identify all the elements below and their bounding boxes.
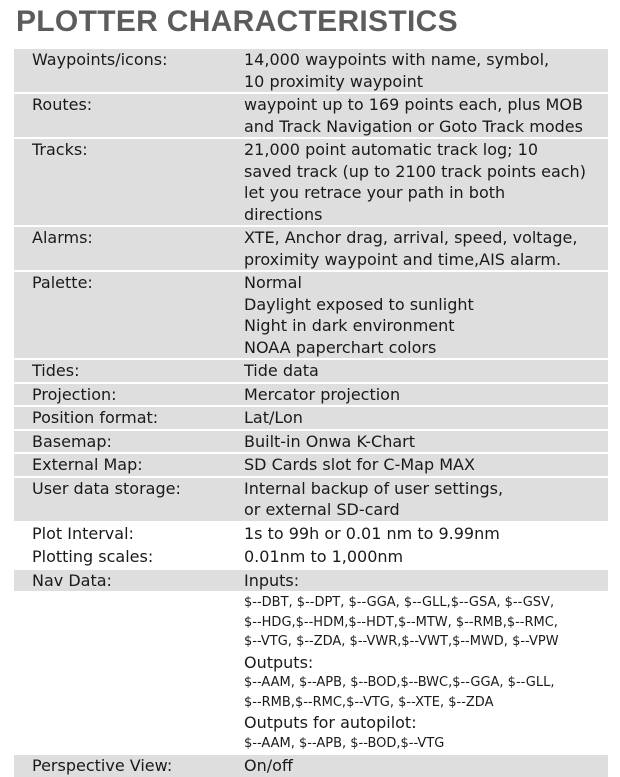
spec-row-waypoints <box>14 47 608 92</box>
spec-value-line: SD Cards slot for C-Map MAX <box>244 455 475 474</box>
nav-outputs-heading: Outputs: <box>244 652 314 672</box>
spec-label-empty <box>14 593 244 753</box>
spec-value <box>244 570 608 592</box>
spec-row-routes <box>14 92 608 137</box>
spec-value-line: 21,000 point automatic track log; 10 <box>244 140 538 159</box>
spec-label: Projection: <box>32 384 117 404</box>
spec-label: Plot Interval: <box>32 523 134 543</box>
spec-value <box>244 49 608 92</box>
spec-label: Tracks: <box>32 140 88 159</box>
spec-label: Plotting scales: <box>32 547 154 566</box>
spec-value-line: Tide data <box>244 361 319 380</box>
spec-value-line: Mercator projection <box>244 384 401 404</box>
spec-value-line: XTE, Anchor drag, arrival, speed, voltage, <box>244 228 578 247</box>
spec-value <box>244 227 608 270</box>
spec-value-line: 1s to 99h or 0.01 nm to 9.99nm <box>244 523 500 543</box>
spec-row-basemap <box>14 429 608 453</box>
spec-label: Tides: <box>32 361 80 380</box>
spec-value-line: 0.01nm to 1,000nm <box>244 547 404 566</box>
spec-value <box>244 478 608 521</box>
spec-row-nav-data-body <box>14 591 608 753</box>
spec-value-line: saved track (up to 2100 track points each) <box>244 161 586 181</box>
spec-label: Waypoints/icons: <box>32 50 168 69</box>
spec-row-user-data-storage <box>14 476 608 521</box>
spec-row-external-map <box>14 452 608 476</box>
spec-value <box>244 384 608 406</box>
spec-label: Perspective View: <box>32 756 173 775</box>
spec-value <box>244 94 608 137</box>
spec-value <box>244 523 608 545</box>
spec-value <box>244 755 608 777</box>
spec-label: Alarms: <box>32 228 93 247</box>
page-title: PLOTTER CHARACTERISTICS <box>16 5 458 38</box>
spec-row-alarms <box>14 225 608 270</box>
nav-autopilot-heading: Outputs for autopilot: <box>244 713 417 732</box>
spec-value-line: proximity waypoint and time,AIS alarm. <box>244 249 562 269</box>
spec-value <box>244 272 608 358</box>
spec-row-perspective-view <box>14 753 608 777</box>
spec-value-line: 10 proximity waypoint <box>244 71 424 91</box>
spec-label: Position format: <box>32 408 159 427</box>
spec-row-plotting-scales <box>14 544 608 568</box>
spec-label: Routes: <box>32 95 93 114</box>
spec-value <box>244 139 608 225</box>
spec-value-line: let you retrace your path in both <box>244 183 506 202</box>
spec-value-line: directions <box>244 204 323 224</box>
nmea-sentence-line: $--RMB,$--RMC,$--VTG, $--XTE, $--ZDA <box>244 694 494 710</box>
nav-inputs-heading: Inputs: <box>244 570 300 590</box>
nmea-sentence-line: $--VTG, $--ZDA, $--VWR,$--VWT,$--MWD, $--VPW <box>244 634 559 649</box>
spec-value-line: Lat/Lon <box>244 408 303 427</box>
spec-value <box>244 454 608 476</box>
spec-row-position-format <box>14 405 608 429</box>
spec-label: Basemap: <box>32 431 112 451</box>
spec-label: User data storage: <box>32 478 181 498</box>
spec-value <box>244 546 608 568</box>
spec-row-nav-data-header <box>14 568 608 592</box>
spec-label: External Map: <box>32 455 143 474</box>
spec-value <box>244 407 608 429</box>
spec-value-line: Normal <box>244 273 302 292</box>
spec-value-line: NOAA paperchart colors <box>244 337 437 357</box>
nmea-sentence-line: $--HDG,$--HDM,$--HDT,$--MTW, $--RMB,$--RMC, <box>244 614 558 630</box>
spec-row-tracks <box>14 137 608 225</box>
spec-row-tides <box>14 358 608 382</box>
spec-value-line: Built-in Onwa K-Chart <box>244 431 415 451</box>
spec-row-plot-interval <box>14 521 608 545</box>
nmea-sentence-line: $--AAM, $--APB, $--BOD,$--VTG <box>244 735 445 751</box>
spec-row-projection <box>14 382 608 406</box>
spec-value <box>244 593 608 753</box>
spec-label: Nav Data: <box>32 570 112 590</box>
spec-value <box>244 360 608 382</box>
spec-value-line: Night in dark environment <box>244 316 455 335</box>
nmea-sentence-line: $--AAM, $--APB, $--BOD,$--BWC,$--GGA, $--GLL, <box>244 675 555 690</box>
spec-row-palette <box>14 270 608 358</box>
spec-value-line: Daylight exposed to sunlight <box>244 294 474 314</box>
spec-value <box>244 431 608 453</box>
spec-value-line: 14,000 waypoints with name, symbol, <box>244 50 550 69</box>
spec-table <box>14 47 608 777</box>
spec-value-line: Internal backup of user settings, <box>244 478 504 498</box>
nmea-sentence-line: $--DBT, $--DPT, $--GGA, $--GLL,$--GSA, $--GSV, <box>244 595 555 610</box>
spec-label: Palette: <box>32 273 93 292</box>
spec-value-line: waypoint up to 169 points each, plus MOB <box>244 95 583 114</box>
spec-value-line: and Track Navigation or Goto Track modes <box>244 116 583 136</box>
spec-value-line: or external SD-card <box>244 500 400 519</box>
spec-value-line: On/off <box>244 756 293 775</box>
